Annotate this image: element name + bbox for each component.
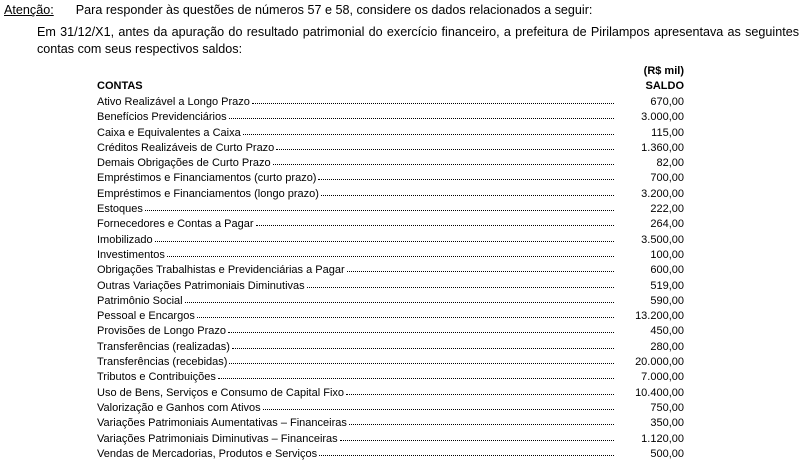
account-balance: 264,00 [650, 218, 684, 231]
account-name: Créditos Realizáveis de Curto Prazo [97, 141, 275, 154]
table-row [97, 447, 684, 462]
table-row [97, 279, 684, 294]
table-row [97, 248, 684, 263]
account-name: Benefícios Previdenciários [97, 111, 227, 124]
dot-leader [243, 133, 614, 135]
dot-leader [273, 163, 614, 165]
table-row [97, 432, 684, 447]
dot-leader [321, 194, 614, 196]
column-header-contas: CONTAS [97, 80, 143, 92]
account-name: Patrimônio Social [97, 294, 183, 307]
table-row [97, 416, 684, 431]
account-balance: 350,00 [650, 417, 684, 430]
dot-leader [256, 224, 614, 226]
dot-leader [276, 148, 614, 150]
account-name: Outras Variações Patrimoniais Diminutivas [97, 279, 305, 292]
account-name: Obrigações Trabalhistas e Previdenciárias a Pagar [97, 264, 345, 277]
account-name: Estoques [97, 203, 143, 216]
account-balance: 3.200,00 [641, 187, 684, 200]
account-name: Investimentos [97, 248, 165, 261]
account-balance: 82,00 [656, 157, 684, 170]
intro-paragraph: Em 31/12/X1, antes da apuração do resultado patrimonial do exercício financeiro, a prefeitura de Pirilampos apresentava as seguintes contas com seus respectivos saldos: [37, 25, 799, 56]
account-balance: 280,00 [650, 340, 684, 353]
accounts-table [97, 95, 684, 462]
account-balance: 590,00 [650, 294, 684, 307]
table-row [97, 202, 684, 217]
account-name: Imobilizado [97, 233, 153, 246]
table-row [97, 263, 684, 278]
account-balance: 10.400,00 [635, 386, 684, 399]
dot-leader [232, 347, 614, 349]
table-row [97, 386, 684, 401]
account-balance: 600,00 [650, 264, 684, 277]
dot-leader [252, 102, 614, 104]
account-name: Transferências (realizadas) [97, 340, 230, 353]
dot-leader [340, 439, 614, 441]
account-balance: 3.000,00 [641, 111, 684, 124]
account-balance: 3.500,00 [641, 233, 684, 246]
account-name: Transferências (recebidas) [97, 356, 228, 369]
attention-text: Para responder às questões de números 57 e 58, considere os dados relacionados a seguir: [75, 3, 593, 17]
dot-leader [346, 393, 614, 395]
table-row [97, 95, 684, 110]
table-row [97, 324, 684, 339]
dot-leader [349, 423, 614, 425]
dot-leader [218, 377, 614, 379]
table-row [97, 156, 684, 171]
account-balance: 100,00 [650, 248, 684, 261]
account-name: Empréstimos e Financiamentos (longo prazo) [97, 187, 319, 200]
dot-leader [229, 362, 614, 364]
account-balance: 1.360,00 [641, 141, 684, 154]
table-row [97, 126, 684, 141]
account-balance: 222,00 [650, 203, 684, 216]
table-row [97, 141, 684, 156]
dot-leader [307, 286, 614, 288]
dot-leader [155, 240, 614, 242]
attention-header [4, 2, 592, 18]
table-row [97, 340, 684, 355]
account-name: Pessoal e Encargos [97, 310, 195, 323]
account-balance: 670,00 [650, 96, 684, 108]
table-row [97, 187, 684, 202]
dot-leader [185, 301, 614, 303]
table-row [97, 401, 684, 416]
account-name: Fornecedores e Contas a Pagar [97, 218, 254, 231]
dot-leader [319, 454, 614, 456]
account-balance: 519,00 [650, 279, 684, 292]
table-row [97, 370, 684, 385]
account-name: Tributos e Contribuições [97, 371, 216, 384]
account-balance: 13.200,00 [635, 310, 684, 323]
account-balance: 500,00 [650, 447, 684, 460]
dot-leader [228, 331, 614, 333]
account-balance: 115,00 [651, 126, 684, 139]
account-name: Caixa e Equivalentes a Caixa [97, 126, 241, 139]
table-row [97, 110, 684, 125]
account-name: Provisões de Longo Prazo [97, 325, 227, 338]
column-header-saldo: SALDO [645, 80, 684, 92]
table-row [97, 309, 684, 324]
account-balance: 700,00 [650, 172, 684, 185]
account-name: Demais Obrigações de Curto Prazo [97, 157, 271, 170]
account-name: Variações Patrimoniais Aumentativas – Financeiras [97, 417, 347, 430]
dot-leader [167, 255, 614, 257]
dot-leader [347, 270, 614, 272]
table-row [97, 233, 684, 248]
unit-header: (R$ mil) [643, 65, 684, 77]
dot-leader [145, 209, 614, 211]
account-balance: 20.000,00 [635, 356, 684, 369]
account-balance: 450,00 [650, 325, 684, 338]
dot-leader [229, 117, 614, 119]
attention-label: Atenção: [4, 3, 54, 17]
dot-leader [318, 178, 614, 180]
table-row [97, 355, 684, 370]
table-row [97, 171, 684, 186]
account-name: Vendas de Mercadorias, Produtos e Serviços [97, 447, 318, 460]
account-name: Empréstimos e Financiamentos (curto prazo) [97, 172, 317, 185]
account-name: Uso de Bens, Serviços e Consumo de Capital Fixo [97, 386, 345, 399]
table-row [97, 217, 684, 232]
account-balance: 750,00 [650, 401, 684, 414]
dot-leader [197, 316, 614, 318]
account-balance: 7.000,00 [641, 371, 684, 384]
account-name: Variações Patrimoniais Diminutivas – Financeiras [97, 432, 338, 445]
dot-leader [263, 408, 614, 410]
account-balance: 1.120,00 [641, 432, 684, 445]
account-name: Valorização e Ganhos com Ativos [97, 401, 261, 414]
table-row [97, 294, 684, 309]
account-name: Ativo Realizável a Longo Prazo [97, 96, 250, 108]
